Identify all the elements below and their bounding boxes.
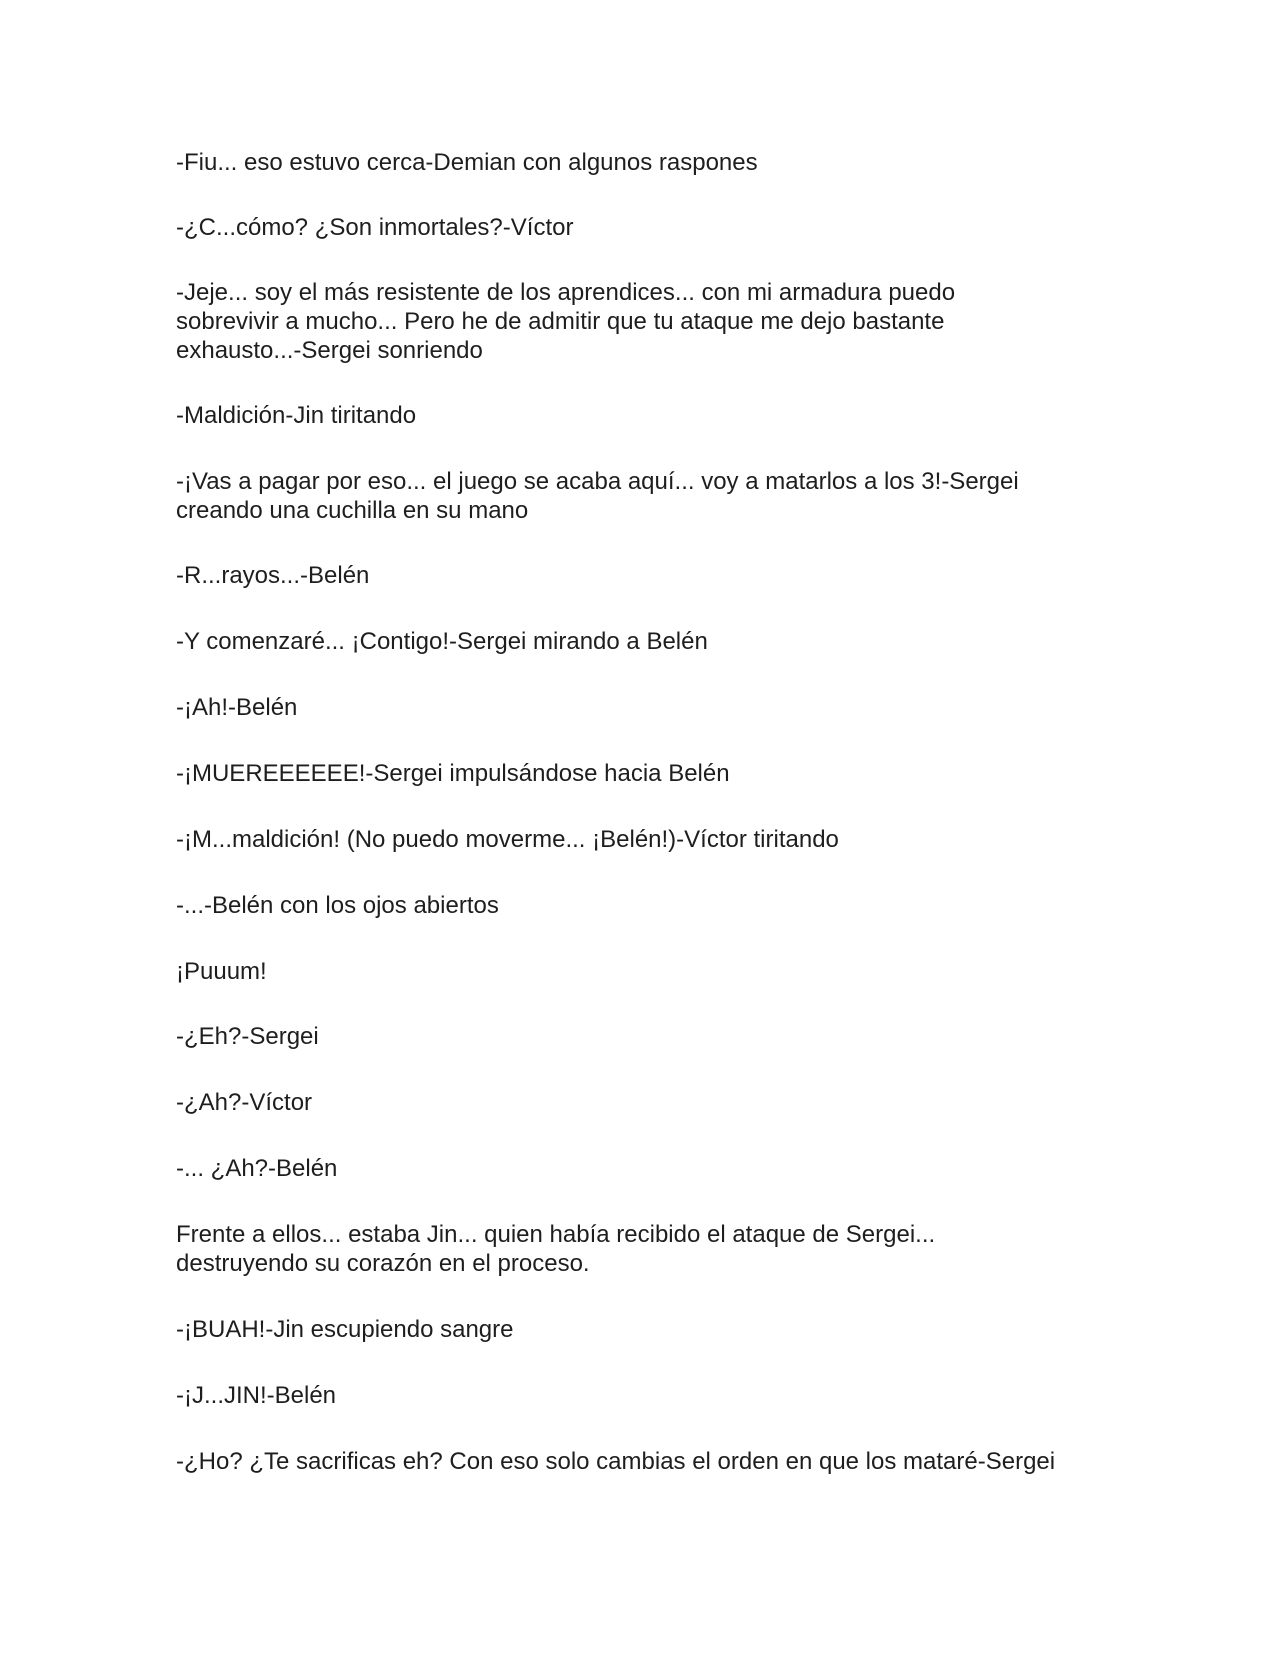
paragraph: -¿Ho? ¿Te sacrificas eh? Con eso solo cambias el orden en que los mataré-Sergei bbox=[176, 1448, 1056, 1475]
paragraph: -¿Eh?-Sergei bbox=[176, 1023, 319, 1050]
paragraph: -¡MUEREEEEEE!-Sergei impulsándose hacia Belén bbox=[176, 760, 730, 787]
paragraph: -Maldición-Jin tiritando bbox=[176, 402, 417, 429]
paragraph: -Jeje... soy el más resistente de los aprendices... con mi armadura puedo sobrevivir a mucho... Pero he de admitir que tu ataque me dejo bastante exhausto...-Sergei sonriendo bbox=[176, 279, 956, 364]
paragraph: -¡M...maldición! (No puedo moverme... ¡Belén!)-Víctor tiritando bbox=[176, 826, 839, 853]
paragraph: -¡Ah!-Belén bbox=[176, 694, 298, 721]
paragraph: -¡BUAH!-Jin escupiendo sangre bbox=[176, 1316, 514, 1343]
paragraph: ¡Puuum! bbox=[176, 958, 267, 985]
paragraph: -Y comenzaré... ¡Contigo!-Sergei mirando a Belén bbox=[176, 628, 708, 655]
paragraph: -¿Ah?-Víctor bbox=[176, 1089, 313, 1116]
paragraph: -... ¿Ah?-Belén bbox=[176, 1155, 338, 1182]
paragraph: -...-Belén con los ojos abiertos bbox=[176, 892, 499, 919]
paragraph: Frente a ellos... estaba Jin... quien había recibido el ataque de Sergei... destruyendo su corazón en el proceso. bbox=[176, 1221, 936, 1277]
paragraph: -¿C...cómo? ¿Son inmortales?-Víctor bbox=[176, 214, 574, 241]
paragraph: -¡Vas a pagar por eso... el juego se acaba aquí... voy a matarlos a los 3!-Sergei creando una cuchilla en su mano bbox=[176, 468, 1019, 524]
paragraph: -¡J...JIN!-Belén bbox=[176, 1382, 337, 1409]
paragraph: -Fiu... eso estuvo cerca-Demian con algunos raspones bbox=[176, 149, 758, 176]
paragraph: -R...rayos...-Belén bbox=[176, 562, 370, 589]
